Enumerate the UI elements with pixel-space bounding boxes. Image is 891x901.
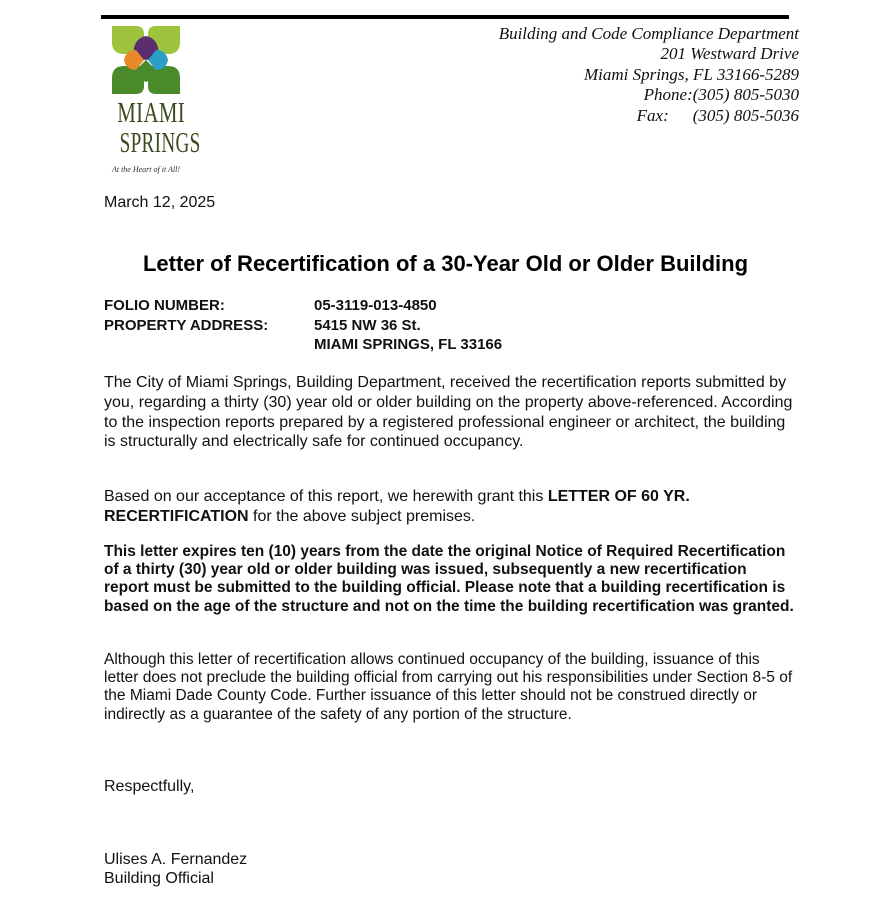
address-label: PROPERTY ADDRESS: (104, 316, 269, 334)
paragraph-grant (104, 487, 794, 527)
letter-title: Letter of Recertification of a 30-Year Old or Older Building (142, 251, 749, 276)
department-city: Miami Springs, FL 33166-5289 (583, 64, 799, 84)
fax-value: (305) 805-5036 (692, 105, 799, 125)
signer-role: Building Official (104, 869, 214, 887)
paragraph-receipt: The City of Miami Springs, Building Department, received the recertification reports submitted by you, regarding a thirty (30) year old or older building on the property above-referenced. According to the inspection reports prepared by a registered professional engineer or architect, the building is structurally and electrically safe for continued occupancy. (104, 374, 793, 451)
grant-text-bold: LETTER OF 60 YR. RECERTIFICATION (104, 488, 690, 525)
phone-value: (305) 805-5030 (692, 85, 799, 105)
department-name: Building and Code Compliance Department (498, 24, 799, 43)
paragraph-expiration: This letter expires ten (10) years from the date the original Notice of Required Recertification of a thirty (30) year old or older building was issued, subsequently a new recertification report must be submitted to the building official. Please note that a building recertification is based on the age of the structure and not on the time the building recertification was granted. (104, 543, 794, 615)
address-line2: MIAMI SPRINGS, FL 33166 (314, 336, 503, 353)
department-street: 201 Westward Drive (660, 44, 799, 64)
grant-text-start: Based on our acceptance of this report, we herewith grant this (104, 488, 548, 505)
fax-label: Fax: (636, 105, 669, 125)
closing: Respectfully, (104, 778, 195, 795)
paragraph-disclaimer: Although this letter of recertification allows continued occupancy of the building, issuance of this letter does not preclude the building official from carrying out his responsibilities under Section 8-5 of the Miami Dade County Code. Further issuance of this letter should not be construed directly or indirectly as a guarantee of the safety of any portion of the structure. (104, 651, 793, 723)
flower-logo-icon (110, 24, 182, 96)
miami-springs-logo (106, 24, 201, 180)
grant-text-end: for the above subject premises. (248, 507, 476, 525)
folio-label: FOLIO NUMBER: (104, 297, 225, 314)
phone-label: Phone: (643, 85, 693, 105)
signature-block (104, 851, 247, 888)
logo-springs: SPRINGS (119, 127, 201, 159)
department-phone (499, 85, 799, 105)
department-address-block (499, 24, 799, 126)
logo-miami: MIAMI (117, 97, 186, 129)
letter-date: March 12, 2025 (104, 194, 216, 211)
header-rule (101, 15, 789, 19)
address-line1: 5415 NW 36 St. (314, 316, 421, 334)
signer-name: Ulises A. Fernandez (104, 851, 248, 868)
department-fax (499, 106, 799, 126)
folio-value: 05-3119-013-4850 (314, 297, 437, 314)
logo-tagline: At the Heart of it All! (111, 165, 181, 174)
